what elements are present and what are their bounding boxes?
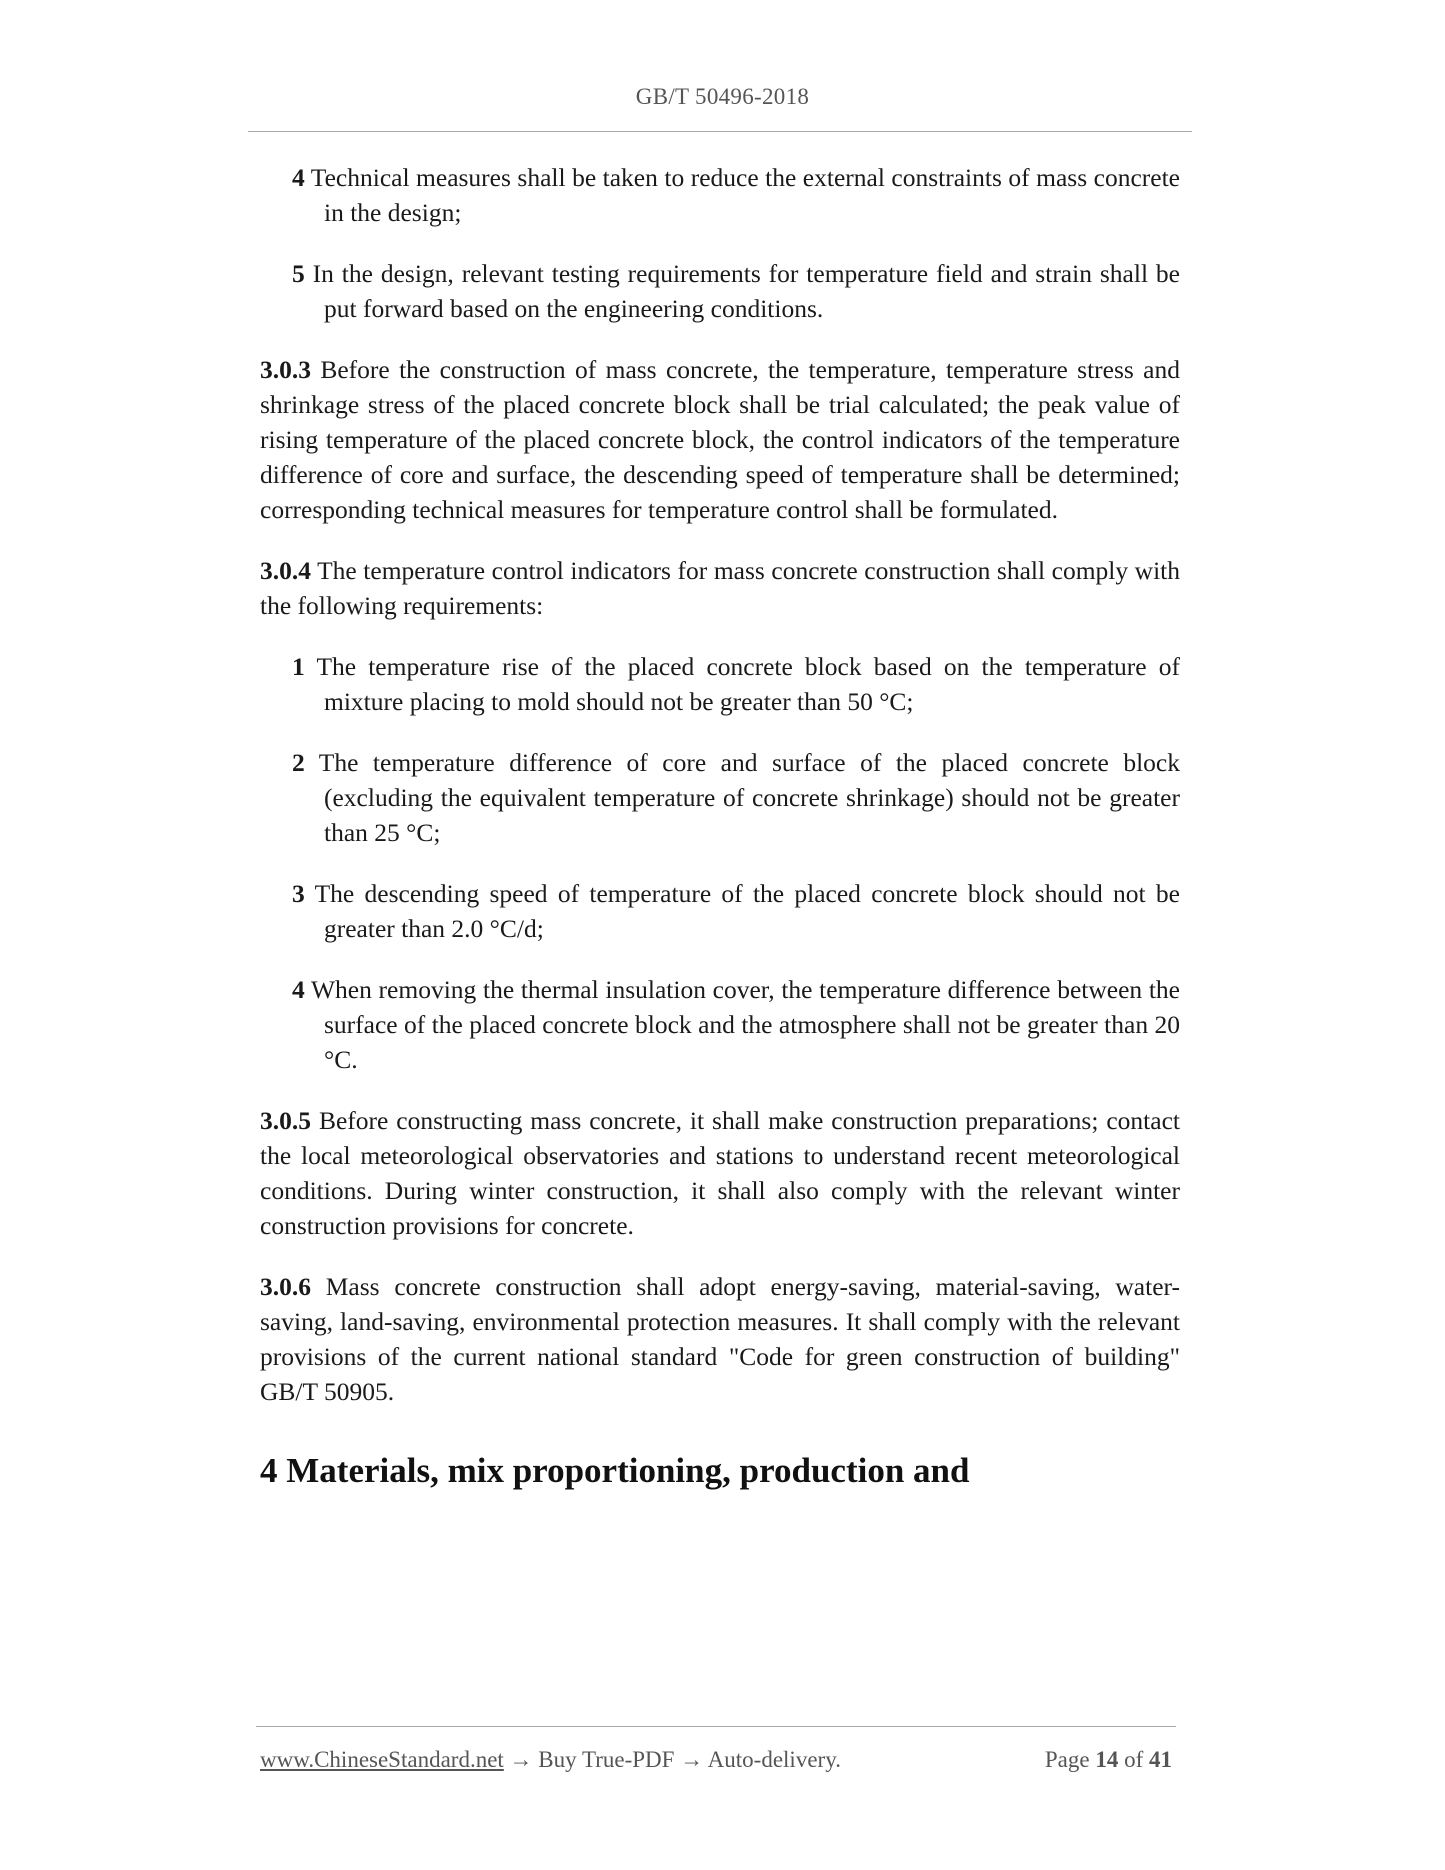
item-number: 3	[292, 879, 305, 908]
page-number: 14	[1095, 1747, 1119, 1772]
footer-promo	[260, 1745, 841, 1775]
site-link[interactable]: www.ChineseStandard.net	[260, 1747, 504, 1772]
item-number: 4	[292, 975, 305, 1004]
item-text: The temperature rise of the placed concrete block based on the temperature of mixture placing to mold should not be greater than 50 °C;	[316, 652, 1180, 716]
item-text: In the design, relevant testing requirements for temperature field and strain shall be put forward based on the engineering conditions.	[312, 259, 1180, 323]
item-text: When removing the thermal insulation cover, the temperature difference between the surface of the placed concrete block and the atmosphere shall not be greater than 20 °C.	[310, 975, 1180, 1074]
clause-number: 3.0.5	[260, 1106, 311, 1135]
page-body	[260, 160, 1180, 1493]
header-standard-code: GB/T 50496-2018	[635, 84, 810, 109]
total-pages: 41	[1149, 1747, 1172, 1772]
clause-number: 3.0.4	[260, 556, 311, 585]
clause-text: Mass concrete construction shall adopt energy-saving, material-saving, water-saving, land-saving, environmental protection measures. It shall comply with the relevant provisions of the current national standard "Code for green construction of building" GB/T 50905.	[260, 1272, 1180, 1406]
clause-3-0-6	[260, 1269, 1180, 1409]
list-item	[292, 972, 1180, 1077]
item-number: 5	[292, 259, 305, 288]
header-divider	[248, 131, 1192, 132]
item-number: 4	[292, 163, 305, 192]
item-text: The temperature difference of core and surface of the placed concrete block (excluding the equivalent temperature of concrete shrinkage) should not be greater than 25 °C;	[318, 748, 1181, 847]
clause-3-0-4	[260, 553, 1180, 623]
clause-text: Before constructing mass concrete, it shall make construction preparations; contact the local meteorological observatories and stations to understand recent meteorological conditions. During winter construction, it shall also comply with the relevant winter construction provisions for concrete.	[260, 1106, 1180, 1240]
clause-number: 3.0.6	[260, 1272, 311, 1301]
clause-3-0-5	[260, 1103, 1180, 1243]
delivery-text: Auto-delivery.	[707, 1747, 841, 1772]
page-label: Page	[1044, 1747, 1090, 1772]
item-text: The descending speed of temperature of the placed concrete block should not be greater than 2.0 °C/d;	[314, 879, 1180, 943]
list-item	[292, 256, 1180, 326]
clause-number: 3.0.3	[260, 355, 311, 384]
arrow-right-icon: →	[509, 1747, 533, 1772]
list-item	[292, 649, 1180, 719]
clause-text: Before the construction of mass concrete, the temperature, temperature stress and shrinkage stress of the placed concrete block shall be trial calculated; the peak value of rising temperature of the placed concrete block, the control indicators of the temperature difference of core and surface, the descending speed of temperature shall be determined; corresponding technical measures for temperature control shall be formulated.	[260, 355, 1180, 524]
section-heading: 4 Materials, mix proportioning, production and	[260, 1451, 970, 1490]
page-indicator	[1045, 1745, 1172, 1775]
list-item	[292, 876, 1180, 946]
clause-text: The temperature control indicators for mass concrete construction shall comply with the following requirements:	[260, 556, 1181, 620]
arrow-right-icon: →	[680, 1747, 704, 1772]
item-text: Technical measures shall be taken to reduce the external constraints of mass concrete in the design;	[310, 163, 1180, 227]
clause-3-0-3	[260, 352, 1180, 527]
list-item	[292, 745, 1180, 850]
item-number: 2	[292, 748, 305, 777]
buy-text: Buy True-PDF	[538, 1747, 675, 1772]
of-label: of	[1124, 1747, 1144, 1772]
list-item	[292, 160, 1180, 230]
footer-divider	[256, 1726, 1176, 1727]
item-number: 1	[292, 652, 305, 681]
